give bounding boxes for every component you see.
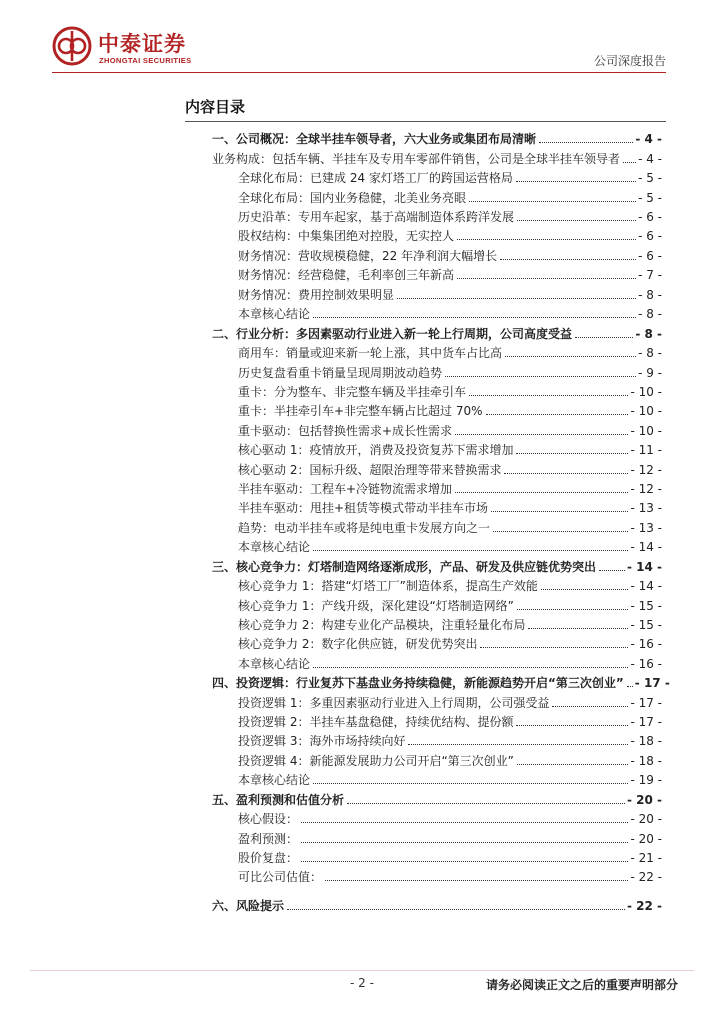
toc-entry-title: 一、公司概况：全球半挂车领导者，六大业务或集团布局清晰 bbox=[212, 132, 537, 146]
toc-entry-title: 半挂车驱动：工程车+冷链物流需求增加 bbox=[238, 482, 453, 496]
toc-entry-page: - 6 - bbox=[638, 210, 662, 224]
toc-subsection-entry[interactable] bbox=[238, 752, 662, 770]
toc-dot-leader bbox=[397, 298, 636, 299]
toc-entry-page: - 10 - bbox=[630, 404, 662, 418]
toc-subsection-entry[interactable] bbox=[238, 461, 662, 479]
toc-entry-page: - 9 - bbox=[638, 366, 662, 380]
toc-section-entry[interactable] bbox=[212, 558, 662, 576]
toc-subsection-entry[interactable] bbox=[238, 189, 662, 207]
toc-subsection-entry[interactable] bbox=[238, 810, 662, 828]
toc-entry-title: 重卡：半挂牵引车+非完整车辆占比超过 70% bbox=[238, 404, 483, 418]
toc-entry-title: 二、行业分析：多因素驱动行业进入新一轮上行周期，公司高度受益 bbox=[212, 327, 573, 341]
toc-section-entry[interactable] bbox=[212, 674, 670, 692]
toc-dot-leader bbox=[627, 686, 633, 687]
toc-entry-page: - 6 - bbox=[638, 249, 662, 263]
toc-entry-title: 本章核心结论 bbox=[238, 773, 311, 787]
footer-divider bbox=[30, 970, 694, 971]
toc-subsection-entry[interactable] bbox=[238, 732, 662, 750]
toc-dot-leader bbox=[313, 667, 628, 668]
toc-subsection-entry[interactable] bbox=[212, 150, 662, 168]
toc-dot-leader bbox=[301, 842, 628, 843]
toc-subsection-entry[interactable] bbox=[238, 344, 662, 362]
logo-english-name: ZHONGTAI SECURITIES bbox=[99, 56, 192, 65]
toc-entry-page: - 14 - bbox=[626, 560, 662, 574]
toc-entry-page: - 13 - bbox=[630, 521, 662, 535]
toc-dot-leader bbox=[313, 550, 628, 551]
page-header bbox=[0, 0, 724, 80]
toc-entry-page: - 5 - bbox=[638, 191, 662, 205]
toc-entry-page: - 18 - bbox=[630, 754, 662, 768]
toc-dot-leader bbox=[491, 511, 628, 512]
report-type-label: 公司深度报告 bbox=[593, 54, 666, 68]
toc-entry-title: 三、核心竞争力：灯塔制造网络逐渐成形，产品、研发及供应链优势突出 bbox=[212, 560, 597, 574]
toc-entry-title: 核心驱动 2：国标升级、超限治理等带来替换需求 bbox=[238, 463, 502, 477]
toc-subsection-entry[interactable] bbox=[238, 441, 662, 459]
toc-entry-title: 投资逻辑 1：多重因素驱动行业进入上行周期，公司强受益 bbox=[238, 696, 550, 710]
toc-entry-title: 股权结构：中集集团绝对控股，无实控人 bbox=[238, 229, 455, 243]
toc-entry-page: - 7 - bbox=[638, 268, 662, 282]
toc-dot-leader bbox=[313, 783, 628, 784]
toc-dot-leader bbox=[517, 220, 636, 221]
footer-disclaimer: 请务必阅读正文之后的重要声明部分 bbox=[485, 978, 678, 992]
toc-subsection-entry[interactable] bbox=[238, 830, 662, 848]
toc-subsection-entry[interactable] bbox=[238, 480, 662, 498]
toc-entry-title: 历史复盘看重卡销量呈现周期波动趋势 bbox=[238, 366, 443, 380]
toc-entry-title: 核心竞争力 2：构建专业化产品模块，注重轻量化布局 bbox=[238, 618, 526, 632]
toc-entry-title: 业务构成：包括车辆、半挂车及专用车零部件销售，公司是全球半挂车领导者 bbox=[212, 152, 621, 166]
toc-entry-title: 财务情况：营收规模稳健，22 年净利润大幅增长 bbox=[238, 249, 498, 263]
toc-entry-title: 核心假设： bbox=[238, 812, 299, 826]
toc-entry-page: - 21 - bbox=[630, 851, 662, 865]
toc-subsection-entry[interactable] bbox=[238, 849, 662, 867]
toc-entry-page: - 11 - bbox=[630, 443, 662, 457]
toc-entry-title: 全球化布局：已建成 24 家灯塔工厂的跨国运营格局 bbox=[238, 171, 513, 185]
toc-entry-page: - 15 - bbox=[630, 599, 662, 613]
toc-entry-title: 半挂车驱动：甩挂+租赁等模式带动半挂车市场 bbox=[238, 501, 489, 515]
toc-entry-title: 股价复盘： bbox=[238, 851, 299, 865]
toc-entry-title: 四、投资逻辑：行业复苏下基盘业务持续稳健，新能源趋势开启“第三次创业” bbox=[212, 676, 624, 690]
toc-subsection-entry[interactable] bbox=[238, 616, 662, 634]
toc-entry-title: 盈利预测： bbox=[238, 832, 299, 846]
toc-entry-page: - 17 - bbox=[630, 696, 662, 710]
toc-dot-leader bbox=[287, 909, 625, 910]
page-number: - 2 - bbox=[350, 976, 374, 990]
toc-entry-page: - 19 - bbox=[630, 773, 662, 787]
toc-subsection-entry[interactable] bbox=[238, 286, 662, 304]
toc-dot-leader bbox=[528, 628, 628, 629]
toc-entry-page: - 10 - bbox=[630, 385, 662, 399]
toc-entry-title: 趋势：电动半挂车或将是纯电重卡发展方向之一 bbox=[238, 521, 491, 535]
toc-dot-leader bbox=[505, 356, 636, 357]
company-logo bbox=[52, 26, 232, 70]
toc-entry-page: - 16 - bbox=[630, 657, 662, 671]
toc-entry-page: - 5 - bbox=[638, 171, 662, 185]
toc-subsection-entry[interactable] bbox=[238, 655, 662, 673]
zhongtai-logo-icon bbox=[52, 26, 92, 66]
toc-subsection-entry[interactable] bbox=[238, 577, 662, 595]
toc-section-entry[interactable] bbox=[212, 325, 662, 343]
toc-dot-leader bbox=[516, 453, 628, 454]
toc-subsection-entry[interactable] bbox=[238, 266, 662, 284]
toc-entry-title: 六、风险提示 bbox=[212, 899, 285, 913]
header-divider bbox=[52, 72, 666, 73]
toc-section-entry[interactable] bbox=[212, 791, 662, 809]
toc-dot-leader bbox=[455, 434, 628, 435]
toc-entry-page: - 15 - bbox=[630, 618, 662, 632]
toc-dot-leader bbox=[347, 803, 625, 804]
toc-entry-page: - 4 - bbox=[638, 152, 662, 166]
toc-subsection-entry[interactable] bbox=[238, 499, 662, 517]
toc-dot-leader bbox=[575, 337, 633, 338]
toc-entry-page: - 20 - bbox=[630, 812, 662, 826]
toc-subsection-entry[interactable] bbox=[238, 169, 662, 187]
logo-chinese-name: 中泰证券 bbox=[98, 32, 186, 56]
toc-dot-leader bbox=[301, 822, 628, 823]
toc-entry-page: - 17 - bbox=[634, 676, 670, 690]
toc-entry-title: 历史沿革：专用车起家，基于高端制造体系跨洋发展 bbox=[238, 210, 515, 224]
toc-subsection-entry[interactable] bbox=[238, 635, 662, 653]
toc-dot-leader bbox=[541, 589, 629, 590]
toc-subsection-entry[interactable] bbox=[238, 364, 662, 382]
toc-subsection-entry[interactable] bbox=[238, 305, 662, 323]
toc-entry-title: 重卡：分为整车、非完整车辆及半挂牵引车 bbox=[238, 385, 467, 399]
toc-entry-page: - 8 - bbox=[638, 288, 662, 302]
toc-dot-leader bbox=[457, 239, 636, 240]
toc-title-divider bbox=[185, 121, 666, 122]
toc-dot-leader bbox=[457, 278, 636, 279]
toc-subsection-entry[interactable] bbox=[238, 422, 662, 440]
toc-entry-page: - 4 - bbox=[635, 132, 662, 146]
toc-entry-title: 核心竞争力 1：搭建“灯塔工厂”制造体系，提高生产效能 bbox=[238, 579, 538, 593]
toc-dot-leader bbox=[455, 492, 628, 493]
toc-subsection-entry[interactable] bbox=[238, 519, 662, 537]
toc-dot-leader bbox=[500, 259, 636, 260]
toc-dot-leader bbox=[504, 473, 628, 474]
toc-dot-leader bbox=[517, 609, 629, 610]
toc-subsection-entry[interactable] bbox=[238, 247, 662, 265]
toc-dot-leader bbox=[445, 376, 636, 377]
toc-entry-title: 财务情况：经营稳健，毛利率创三年新高 bbox=[238, 268, 455, 282]
toc-entry-page: - 14 - bbox=[630, 540, 662, 554]
toc-entry-title: 可比公司估值： bbox=[238, 870, 323, 884]
toc-dot-leader bbox=[313, 317, 636, 318]
toc-entry-page: - 17 - bbox=[630, 715, 662, 729]
toc-entry-title: 财务情况：费用控制效果明显 bbox=[238, 288, 395, 302]
toc-subsection-entry[interactable] bbox=[238, 402, 662, 420]
toc-dot-leader bbox=[480, 647, 628, 648]
toc-entry-title: 投资逻辑 2：半挂车基盘稳健，持续优结构、提份额 bbox=[238, 715, 514, 729]
toc-subsection-entry[interactable] bbox=[238, 538, 662, 556]
toc-title: 内容目录 bbox=[185, 98, 246, 116]
toc-dot-leader bbox=[408, 744, 628, 745]
toc-subsection-entry[interactable] bbox=[238, 227, 662, 245]
toc-entry-title: 投资逻辑 3：海外市场持续向好 bbox=[238, 734, 406, 748]
toc-entry-title: 核心竞争力 1：产线升级，深化建设“灯塔制造网络” bbox=[238, 599, 514, 613]
toc-dot-leader bbox=[539, 142, 633, 143]
toc-entry-page: - 13 - bbox=[630, 501, 662, 515]
toc-entry-title: 五、盈利预测和估值分析 bbox=[212, 793, 345, 807]
toc-entry-page: - 8 - bbox=[635, 327, 662, 341]
toc-entry-title: 重卡驱动：包括替换性需求+成长性需求 bbox=[238, 424, 453, 438]
toc-entry-page: - 20 - bbox=[626, 793, 662, 807]
toc-dot-leader bbox=[469, 395, 628, 396]
toc-dot-leader bbox=[599, 570, 625, 571]
toc-dot-leader bbox=[301, 861, 628, 862]
toc-entry-title: 核心竞争力 2：数字化供应链，研发优势突出 bbox=[238, 637, 478, 651]
toc-dot-leader bbox=[325, 880, 628, 881]
toc-dot-leader bbox=[623, 162, 636, 163]
toc-entry-title: 本章核心结论 bbox=[238, 657, 311, 671]
toc-subsection-entry[interactable] bbox=[238, 383, 662, 401]
toc-entry-page: - 8 - bbox=[638, 346, 662, 360]
toc-entry-page: - 14 - bbox=[630, 579, 662, 593]
toc-entry-title: 投资逻辑 4：新能源发展助力公司开启“第三次创业” bbox=[238, 754, 514, 768]
toc-entry-page: - 10 - bbox=[630, 424, 662, 438]
toc-dot-leader bbox=[517, 764, 629, 765]
toc-entry-page: - 22 - bbox=[626, 899, 662, 913]
toc-entry-title: 全球化布局：国内业务稳健，北美业务亮眼 bbox=[238, 191, 467, 205]
toc-subsection-entry[interactable] bbox=[238, 208, 662, 226]
toc-dot-leader bbox=[516, 725, 628, 726]
toc-entry-title: 本章核心结论 bbox=[238, 307, 311, 321]
toc-dot-leader bbox=[516, 181, 636, 182]
toc-entry-title: 核心驱动 1：疫情放开，消费及投资复苏下需求增加 bbox=[238, 443, 514, 457]
toc-entry-page: - 8 - bbox=[638, 307, 662, 321]
toc-subsection-entry[interactable] bbox=[238, 771, 662, 789]
toc-entry-title: 本章核心结论 bbox=[238, 540, 311, 554]
toc-subsection-entry[interactable] bbox=[238, 713, 662, 731]
toc-dot-leader bbox=[493, 531, 628, 532]
toc-entry-page: - 6 - bbox=[638, 229, 662, 243]
toc-entry-page: - 16 - bbox=[630, 637, 662, 651]
toc-dot-leader bbox=[552, 706, 628, 707]
toc-subsection-entry[interactable] bbox=[238, 868, 662, 886]
toc-subsection-entry[interactable] bbox=[238, 694, 662, 712]
toc-entry-page: - 12 - bbox=[630, 482, 662, 496]
toc-entry-page: - 18 - bbox=[630, 734, 662, 748]
toc-entry-page: - 20 - bbox=[630, 832, 662, 846]
toc-section-entry[interactable] bbox=[212, 897, 662, 915]
toc-entry-title: 商用车：销量或迎来新一轮上涨，其中货车占比高 bbox=[238, 346, 503, 360]
toc-entry-page: - 12 - bbox=[630, 463, 662, 477]
toc-subsection-entry[interactable] bbox=[238, 597, 662, 615]
toc-section-entry[interactable] bbox=[212, 130, 662, 148]
toc-dot-leader bbox=[469, 201, 636, 202]
toc-entry-page: - 22 - bbox=[630, 870, 662, 884]
toc-dot-leader bbox=[486, 414, 629, 415]
